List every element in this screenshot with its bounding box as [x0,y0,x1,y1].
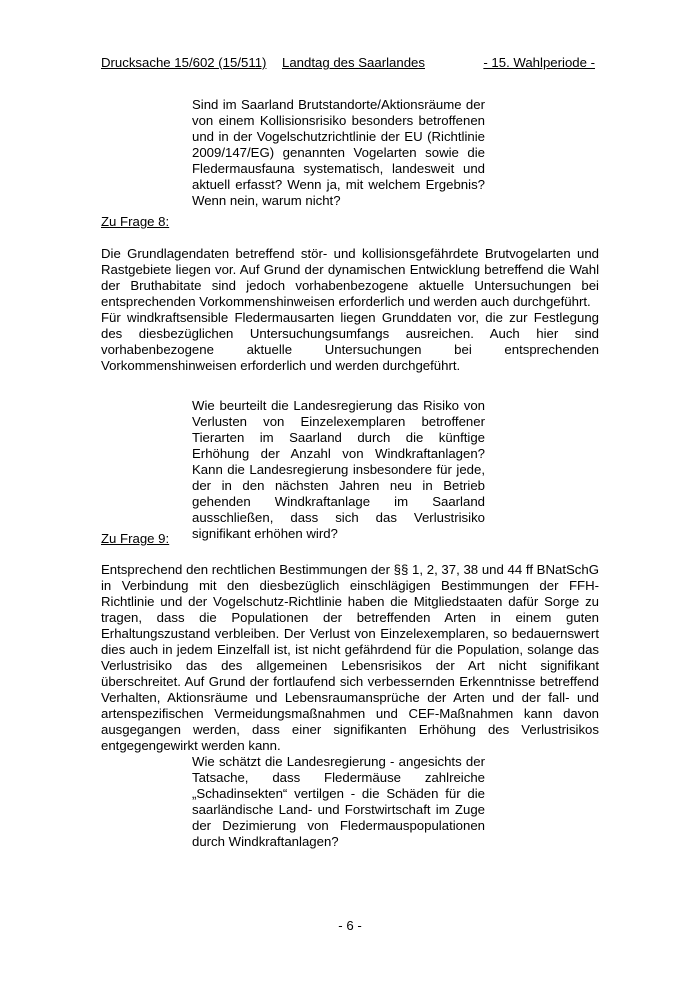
answer-8 [101,246,599,374]
question-9-text: Wie beurteilt die Landesregierung das Risiko von Verlusten von Einzelexemplaren betroffener Tierarten im Saarland durch die künftige Erhöhung der Anzahl von Windkraftanlagen? Kann die Landesregierung insbesondere für jede, der in den nächsten Jahren neu in Betrieb gehenden Windkraftanlage im Saarland ausschließen, dass sich das Verlustrisiko signifikant erhöhen wird? [192,398,485,541]
question-8-text: Sind im Saarland Brutstandorte/Aktionsräume der von einem Kollisionsrisiko besonders betroffenen und in der Vogelschutzrichtlinie der EU (Richtlinie 2009/147/EG) genannten Vogelarten sowie die Fledermausfauna systematisch, landesweit und aktuell erfasst? Wenn ja, mit welchem Ergebnis? Wenn nein, warum nicht? [192,97,485,208]
header-parliament: Landtag des Saarlandes [282,55,425,70]
answer-8-paragraph-2: Für windkraftsensible Fledermausarten liegen Grunddaten vor, die zur Festlegung des diesbezüglichen Untersuchungsumfangs ausreichen. Auch hier sind vorhabenbezogene aktuelle Untersuchungen bei entsprechenden Vorkommenshinweisen erforderlich und werden durchgeführt. [101,310,599,373]
page-header [101,55,595,71]
answer-8-paragraph-1: Die Grundlagendaten betreffend stör- und kollisionsgefährdete Brutvogelarten und Rastgebiete liegen vor. Auf Grund der dynamischen Entwicklung betreffend die Wahl der Bruthabitate sind jedoch vorhabenbezogene aktuelle Untersuchungen bei entsprechenden Vorkommenshinweisen erforderlich und werden auch durchgeführt. [101,246,599,309]
page-number: - 6 - [338,918,362,933]
question-10-text: Wie schätzt die Landesregierung - angesichts der Tatsache, dass Fledermäuse zahlreiche „Schadinsekten“ vertilgen - die Schäden für die saarländische Land- und Forstwirtschaft im Zuge der Dezimierung von Fledermauspopulationen durch Windkraftanlagen? [192,754,485,849]
header-document-number: Drucksache 15/602 (15/511) [101,55,267,70]
header-legislative-period: - 15. Wahlperiode - [483,55,595,70]
heading-answer-9: Zu Frage 9: [101,531,170,546]
answer-9: Entsprechend den rechtlichen Bestimmungen der §§ 1, 2, 37, 38 und 44 ff BNatSchG in Verbindung mit den diesbezüglich einschlägigen Bestimmungen der FFH- Richtlinie und der Vogelschutz-Richtlinie haben die Mitgliedstaaten dafür Sorge zu tragen, dass die Populationen der betreffenden Arten in einem guten Erhaltungszustand verbleiben. Der Verlust von Einzelexemplaren, so bedauernswert dies auch in jedem Einzelfall ist, ist nicht gefährdend für die Population, solange das Verlustrisiko das des allgemeinen Lebensrisikos der Art nicht signifikant überschreitet. Auf Grund der fortlaufend sich verbessernden Erkenntnisse betreffend Verhalten, Aktionsräume und Lebensraumansprüche der Arten und der fall- und artenspezifischen Vermeidungsmaßnahmen und CEF-Maßnahmen kann davon ausgegangen werden, dass einer signifikanten Erhöhung des Verlustrisikos entgegengewirkt werden kann. [101,562,599,753]
heading-answer-8: Zu Frage 8: [101,214,170,229]
